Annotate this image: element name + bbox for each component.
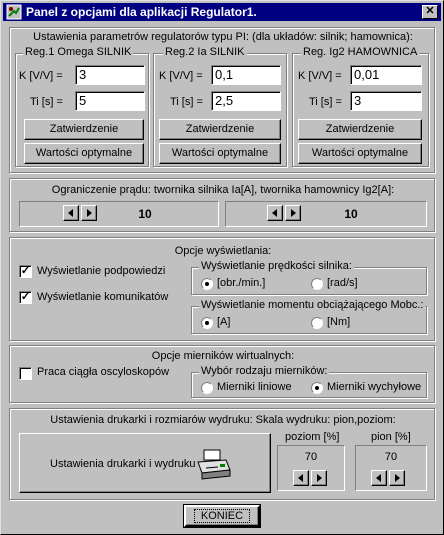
reg2-k-label: K [V/V] = <box>159 70 203 82</box>
reg3-confirm-button[interactable]: Zatwierdzenie <box>298 119 422 140</box>
reg3-ti-label: Ti [s] = <box>309 96 342 108</box>
dial-meters-radio[interactable] <box>311 382 323 394</box>
reg2-k-input[interactable]: 0,1 <box>211 65 281 85</box>
ig2-limit-panel <box>225 201 427 227</box>
horizontal-scale-label: poziom [%] <box>285 431 340 443</box>
continuous-label[interactable]: Praca ciągła oscyloskopów <box>37 366 170 378</box>
reg2-ti-label: Ti [s] = <box>170 96 203 108</box>
regulators-header: Ustawienia parametrów regulatorów typu PI: (dla układów: silnik; hamownica): <box>33 31 413 43</box>
messages-label[interactable]: Wyświetlanie komunikatów <box>37 291 169 303</box>
vertical-increase-button[interactable] <box>389 470 405 486</box>
horizontal-scale-value: 70 <box>304 451 318 463</box>
window-title: Panel z opcjami dla aplikacji Regulator1. <box>26 5 257 19</box>
display-title: Opcje wyświetlania: <box>174 245 272 257</box>
printer-settings-label: Ustawienia drukarki i wydruku <box>50 458 196 470</box>
continuous-checkbox[interactable] <box>19 367 32 380</box>
torque-nm-label[interactable]: [Nm] <box>327 316 351 328</box>
dial-meters-label[interactable]: Mierniki wychyłowe <box>327 381 422 393</box>
ia-decrease-button[interactable] <box>63 205 79 221</box>
reg3-k-input[interactable]: 0,01 <box>350 65 422 85</box>
horizontal-increase-button[interactable] <box>311 470 327 486</box>
speed-rpm-radio[interactable] <box>201 278 213 290</box>
ig2-limit-value: 10 <box>344 207 358 221</box>
reg3-title: Reg. Ig2 HAMOWNICA <box>303 46 418 58</box>
reg2-optimal-button[interactable]: Wartości optymalne <box>159 143 281 164</box>
speed-rpm-label[interactable]: [obr./min.] <box>217 277 266 289</box>
reg1-k-label: K [V/V] = <box>19 70 63 82</box>
reg1-confirm-button[interactable]: Zatwierdzenie <box>24 119 144 140</box>
close-button-label: KONIEC <box>194 509 250 523</box>
ia-limit-value: 10 <box>138 207 152 221</box>
reg3-optimal-button[interactable]: Wartości optymalne <box>298 143 422 164</box>
reg3-k-label: K [V/V] = <box>298 70 342 82</box>
printer-icon <box>194 448 232 482</box>
reg2-title: Reg.2 Ia SILNIK <box>165 46 245 58</box>
torque-a-label[interactable]: [A] <box>217 316 231 328</box>
linear-meters-label[interactable]: Mierniki liniowe <box>217 381 292 393</box>
printer-title: Ustawienia drukarki i rozmiarów wydruku: Skala wydruku: pion,poziom: <box>50 414 396 426</box>
reg1-ti-input[interactable]: 5 <box>75 91 145 111</box>
torque-title: Wyświetlanie momentu obciążającego Mobc.: <box>201 299 424 311</box>
ig2-increase-button[interactable] <box>285 205 301 221</box>
ig2-decrease-button[interactable] <box>267 205 283 221</box>
reg2-confirm-button[interactable]: Zatwierdzenie <box>159 119 281 140</box>
hints-checkbox[interactable]: ✓ <box>20 265 31 277</box>
torque-a-radio[interactable] <box>201 317 213 329</box>
vertical-scale-value: 70 <box>384 451 398 463</box>
linear-meters-radio[interactable] <box>201 382 213 394</box>
reg2-ti-input[interactable]: 2,5 <box>211 91 281 111</box>
app-icon <box>6 4 22 20</box>
printer-settings-button[interactable] <box>19 433 271 493</box>
meters-title: Opcje mierników wirtualnych: <box>151 350 295 362</box>
reg1-ti-label: Ti [s] = <box>30 96 63 108</box>
close-button[interactable] <box>184 505 260 527</box>
current-limit-label: Ograniczenie prądu: twornika silnika Ia[A], twornika hamownicy Ig2[A]: <box>51 184 395 196</box>
speed-rads-label[interactable]: [rad/s] <box>327 277 358 289</box>
speed-title: Wyświetlanie prędkości silnika: <box>201 260 352 272</box>
torque-nm-radio[interactable] <box>311 317 323 329</box>
reg1-title: Reg.1 Omega SILNIK <box>25 46 132 58</box>
reg3-ti-input[interactable]: 3 <box>350 91 422 111</box>
ia-increase-button[interactable] <box>81 205 97 221</box>
ia-limit-panel <box>19 201 219 227</box>
speed-rads-radio[interactable] <box>311 278 323 290</box>
title-bar <box>3 3 441 21</box>
close-icon[interactable]: ✕ <box>422 5 438 19</box>
horizontal-decrease-button[interactable] <box>293 470 309 486</box>
vertical-decrease-button[interactable] <box>371 470 387 486</box>
messages-checkbox[interactable]: ✓ <box>20 291 31 303</box>
hints-label[interactable]: Wyświetlanie podpowiedzi <box>37 265 166 277</box>
vertical-scale-label: pion [%] <box>371 431 411 443</box>
meter-type-title: Wybór rodzaju mierników: <box>201 365 328 377</box>
reg1-optimal-button[interactable]: Wartości optymalne <box>24 143 144 164</box>
reg1-k-input[interactable]: 3 <box>75 65 145 85</box>
